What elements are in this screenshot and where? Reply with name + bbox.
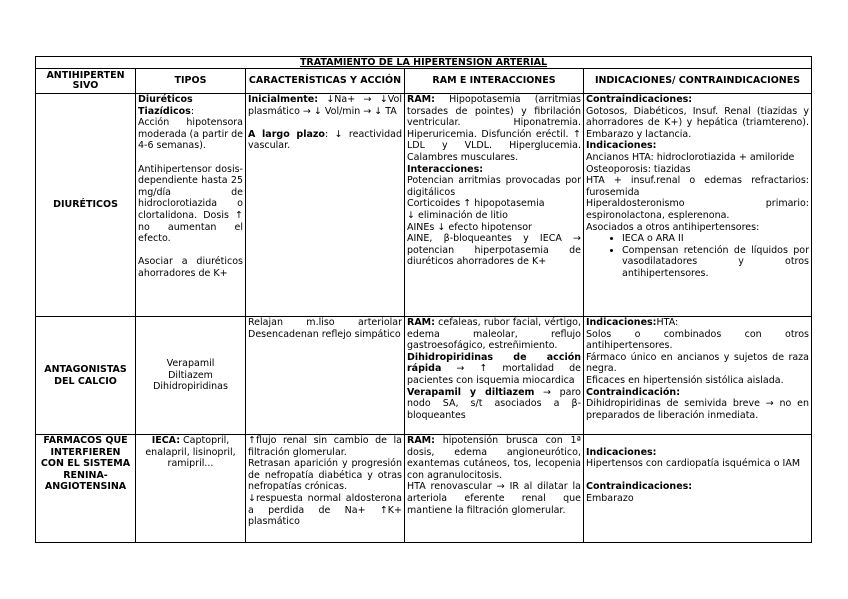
calcio-vera-text: → paro nodo SA, s/t asociados a β-bloqueantes — [407, 386, 581, 421]
diureticos-inter-5: AINE, β-bloqueantes y IECA → potencian hiperpotasemia de diuréticos ahorradores de K+ — [407, 233, 581, 268]
diureticos-ind-2: Osteoporosis: tiazidas — [586, 163, 691, 175]
row-diureticos — [36, 94, 812, 317]
diureticos-ram — [405, 94, 584, 317]
diureticos-indicaciones — [584, 94, 812, 317]
renina-caract-2: Retrasan aparición y progresión de nefropatía diabética y otras nefropatías crónicas. — [248, 458, 402, 493]
diureticos-ram-text: Hipopotasemia (arritmias torsades de pointes) y fibrilación ventricular. Hiponatremia. Hiperuricemia. Disfunción eréctil. ↑ LDL y VLDL. Hiperglucemia. Calambres musculares. — [407, 94, 581, 163]
header-ram: RAM E INTERACCIONES — [405, 69, 584, 94]
renina-caract-1: ↑flujo renal sin cambio de la filtración glomerular. — [248, 435, 402, 458]
row-renina — [36, 435, 812, 543]
diureticos-heading1: Diuréticos — [138, 94, 193, 105]
diureticos-ind-5: Asociados a otros antihipertensores: — [586, 221, 760, 233]
diureticos-caract-label1: Inicialmente: — [248, 94, 318, 105]
diureticos-caract-text2: : ↓ reactividad vascular. — [248, 128, 402, 152]
diureticos-inter-2: Corticoides ↑ hipopotasemia — [407, 198, 545, 210]
header-caracteristicas: CARACTERÍSTICAS Y ACCIÓN — [246, 69, 405, 94]
calcio-tipo-3: Dihidropiridinas — [153, 381, 228, 393]
renina-ind-text: Hipertensos con cardiopatía isquémica o IAM — [586, 458, 801, 470]
list-item: • IECA o ARA II — [622, 233, 809, 245]
diureticos-ind-label: Indicaciones: — [586, 140, 657, 152]
calcio-ind-first: HTA: — [656, 317, 679, 328]
diureticos-caract-label2: A largo plazo — [248, 128, 325, 140]
diureticos-caract-text1: ↓Na+ → ↓Vol plasmático → ↓ Vol/min → ↓ TA — [248, 94, 402, 117]
diureticos-ind-3: HTA + insuf.renal o edemas refractarios: furosemida — [586, 175, 809, 198]
diureticos-colon: : — [190, 105, 195, 117]
title-row — [36, 57, 812, 69]
diureticos-inter-3: ↓ eliminación de litio — [407, 209, 508, 221]
calcio-tipo-2: Diltiazem — [168, 369, 213, 381]
calcio-ram-text: cefaleas, rubor facial, vértigo, edema maleolar, reflujo gastroesofágico, estreñimiento. — [407, 317, 581, 352]
table-title: TRATAMIENTO DE LA HIPERTENSIÓN ARTERIAL — [36, 57, 812, 69]
diureticos-bullets — [586, 233, 809, 279]
header-row — [36, 69, 812, 94]
header-tipos: TIPOS — [136, 69, 246, 94]
diureticos-ind-1: Ancianos HTA: hidroclorotiazida + amiloride — [586, 151, 795, 163]
calcio-tipo-1: Verapamil — [166, 358, 215, 370]
diureticos-ind-4: Hiperaldosteronismo primario: espironolactona, esplerenona. — [586, 198, 809, 221]
diureticos-inter-4: AINEs ↓ efecto hipotensor — [407, 221, 532, 233]
diureticos-heading2: Tiazídicos — [138, 105, 191, 117]
calcio-tipos — [136, 317, 246, 435]
hypertension-treatment-table — [35, 56, 812, 543]
row-calcio — [36, 317, 812, 435]
diureticos-tipos — [136, 94, 246, 317]
renina-name: FÁRMACOS QUE INTERFIEREN CON EL SISTEMA RENINA-ANGIOTENSINA — [36, 435, 136, 543]
diureticos-tipos-p2: Antihipertensor dosis-dependiente hasta 25 mg/día de hidroclorotiazida o clortalidona. Dosis ↑ no aumentan el efecto. — [138, 163, 243, 245]
calcio-dihi-label: Dihidropiridinas de acción rápida — [407, 351, 581, 375]
diureticos-caract — [246, 94, 405, 317]
renina-ram-text: hipotensión brusca con 1ª dosis, edema angioneurótico, exantemas cutáneos, tos, lecopenia con agranulocitosis. — [407, 435, 581, 481]
diureticos-inter-1: Potencian arritmias provocadas por digitálicos — [407, 175, 581, 198]
calcio-ind-1: Solos o combinados con otros antihipertensores. — [586, 328, 809, 352]
calcio-vera-label: Verapamil y diltiazem — [407, 386, 535, 398]
diureticos-tipos-p1: Acción hipotensora moderada (a partir de 4-6 semanas). — [138, 117, 244, 152]
calcio-name: ANTAGONISTAS DEL CALCIO — [36, 317, 136, 435]
calcio-contra-text: Dihidropiridinas de semivida breve → no en preparados de liberación inmediata. — [586, 398, 809, 421]
renina-ram-text2: HTA renovascular → IR al dilatar la arteriola eferente renal que mantiene la filtración glomerular. — [407, 481, 581, 516]
diureticos-ram-label: RAM: — [407, 94, 435, 105]
calcio-ind-3: Eficaces en hipertensión sistólica aislada. — [586, 374, 784, 386]
calcio-indicaciones — [584, 317, 812, 435]
renina-caract-3: ↓respuesta normal aldosterona a perdida de Na+ ↑K+ plasmático — [248, 492, 402, 528]
list-item: • Compensan retención de líquidos por vasodilatadores y otros antihipertensores. — [622, 245, 809, 280]
diureticos-name: DIURÉTICOS — [36, 94, 136, 317]
calcio-caract: Relajan m.liso arteriolar Desencadenan reflejo simpático — [246, 317, 405, 435]
diureticos-contra-text: Gotosos, Diabéticos, Insuf. Renal (tiazidas y ahorradores de K+) y hepática (triamtereno). Embarazo y lactancia. — [586, 105, 809, 140]
calcio-ram — [405, 317, 584, 435]
renina-ind-label: Indicaciones: — [586, 446, 657, 458]
renina-ram — [405, 435, 584, 543]
renina-contra-text: Embarazo — [586, 492, 634, 504]
renina-ram-label: RAM: — [407, 435, 435, 446]
diureticos-contra-label: Contraindicaciones: — [586, 94, 693, 105]
renina-caract — [246, 435, 405, 543]
renina-tipos — [136, 435, 246, 543]
renina-ieca-label: IECA: — [151, 435, 181, 446]
calcio-ind-2: Fármaco único en ancianos y sujetos de raza negra. — [586, 351, 809, 375]
calcio-ind-label: Indicaciones: — [586, 317, 657, 328]
diureticos-tipos-p3: Asociar a diuréticos ahorradores de K+ — [138, 256, 243, 279]
calcio-ram-label: RAM: — [407, 317, 435, 328]
renina-indicaciones — [584, 435, 812, 543]
renina-contra-label: Contraindicaciones: — [586, 481, 693, 493]
diureticos-inter-label: Interacciones: — [407, 163, 484, 175]
calcio-dihi-text: → ↑ mortalidad de pacientes con isquemia miocardica — [407, 363, 581, 386]
calcio-contra-label: Contraindicación: — [586, 386, 680, 398]
header-antihipertensivo: ANTIHIPERTEN SIVO — [36, 69, 136, 94]
renina-ieca-text: Captopril, enalapril, lisinopril, ramipril... — [145, 435, 236, 470]
header-indicaciones: INDICACIONES/ CONTRAINDICACIONES — [584, 69, 812, 94]
